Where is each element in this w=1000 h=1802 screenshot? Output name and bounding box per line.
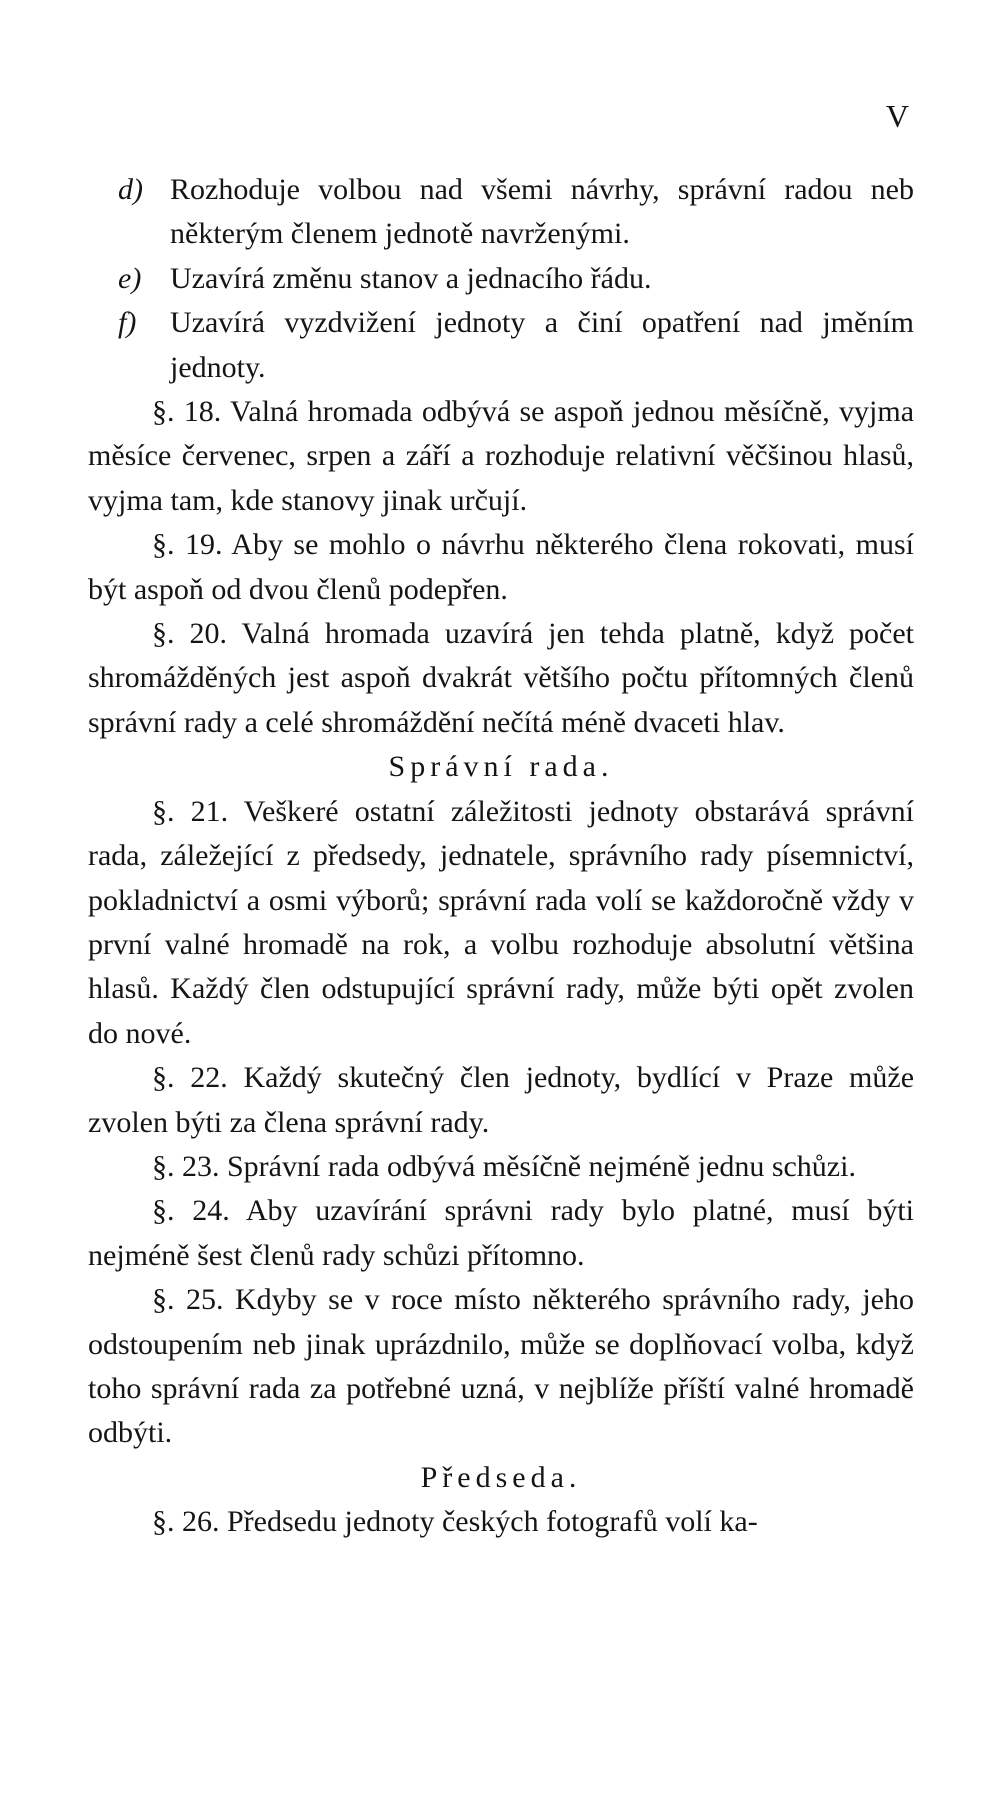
paragraph-text: Správní rada odbývá měsíčně nejméně jednu schůzi.	[227, 1149, 856, 1183]
paragraph-text: Kdyby se v roce místo některého správního rady, jeho odstoupením neb jinak uprázdnilo, může se doplňovací volba, když toho správní rada za potřebné uzná, v nejblíže příští valné hromadě odbýti.	[88, 1283, 915, 1450]
section-heading-spravni-rada: Správní rada.	[388, 750, 614, 784]
page-text	[88, 168, 914, 1545]
paragraph-text: Valná hromada uzavírá jen tehda platně, když počet shromážděných jest aspoň dvakrát většího počtu přítomných členů správní rady a celé shromáždění nečítá méně dvaceti hlav.	[88, 617, 915, 739]
section-number: §. 23.	[152, 1149, 220, 1183]
list-item	[88, 301, 914, 390]
section-number: §. 18.	[152, 395, 222, 429]
paragraph-section-24	[88, 1189, 914, 1278]
paragraph-text: Veškeré ostatní záležitosti jednoty obstarává správní rada, záležející z předsedy, jednatele, správního rady písemnictví, pokladnictví a osmi výborů; správní rada volí se každoročně vždy v první valné hromadě na rok, a volbu rozhoduje absolutní většina hlasů. Každý člen odstupující správní rady, může býti opět zvolen do nové.	[88, 794, 914, 1050]
paragraph-section-19	[88, 523, 914, 612]
list-item-text: Rozhoduje volbou nad všemi návrhy, správní radou neb některým členem jednotě navrženými.	[170, 173, 914, 251]
paragraph-text: Aby se mohlo o návrhu některého člena rokovati, musí být aspoň od dvou členů podepřen.	[88, 528, 914, 606]
section-number: §. 24.	[152, 1194, 230, 1228]
section-number: §. 22.	[152, 1061, 228, 1095]
list-item-letter: d)	[118, 173, 143, 206]
paragraph-section-23	[88, 1145, 914, 1189]
paragraph-section-20	[88, 612, 914, 745]
list-item-letter: f)	[118, 306, 137, 340]
list-item-text: Uzavírá změnu stanov a jednacího řádu.	[170, 261, 652, 295]
paragraph-text: Valná hromada odbývá se aspoň jednou měsíčně, vyjma měsíce červenec, srpen a září a rozhoduje relativní věčšinou hlasů, vyjma tam, kde stanovy jinak určují.	[88, 395, 915, 517]
section-number: §. 20.	[152, 617, 228, 651]
paragraph-text: Aby uzavírání správni rady bylo platné, musí býti nejméně šest členů rady schůzi přítomno.	[88, 1194, 914, 1272]
section-number: §. 26.	[152, 1505, 220, 1539]
paragraph-section-22	[88, 1056, 914, 1145]
paragraph-section-21	[88, 790, 914, 1056]
paragraph-section-18	[88, 390, 914, 523]
list-item	[88, 257, 914, 301]
page-number: V	[885, 98, 910, 134]
list-item	[88, 168, 914, 257]
list-item-letter: e)	[118, 261, 142, 295]
section-number: §. 19.	[152, 528, 223, 562]
paragraph-section-25	[88, 1278, 914, 1456]
paragraph-section-26	[88, 1500, 914, 1544]
section-number: §. 25.	[152, 1283, 224, 1317]
section-number: §. 21.	[152, 794, 229, 828]
list-item-text: Uzavírá vyzdvižení jednoty a činí opatření nad jměním jednoty.	[170, 306, 914, 384]
paragraph-text: Každý skutečný člen jednoty, bydlící v Praze může zvolen býti za člena správní rady.	[88, 1061, 915, 1139]
paragraph-text: Předsedu jednoty českých fotografů volí ka-	[227, 1505, 758, 1539]
section-heading-predseda: Předseda.	[420, 1460, 582, 1494]
